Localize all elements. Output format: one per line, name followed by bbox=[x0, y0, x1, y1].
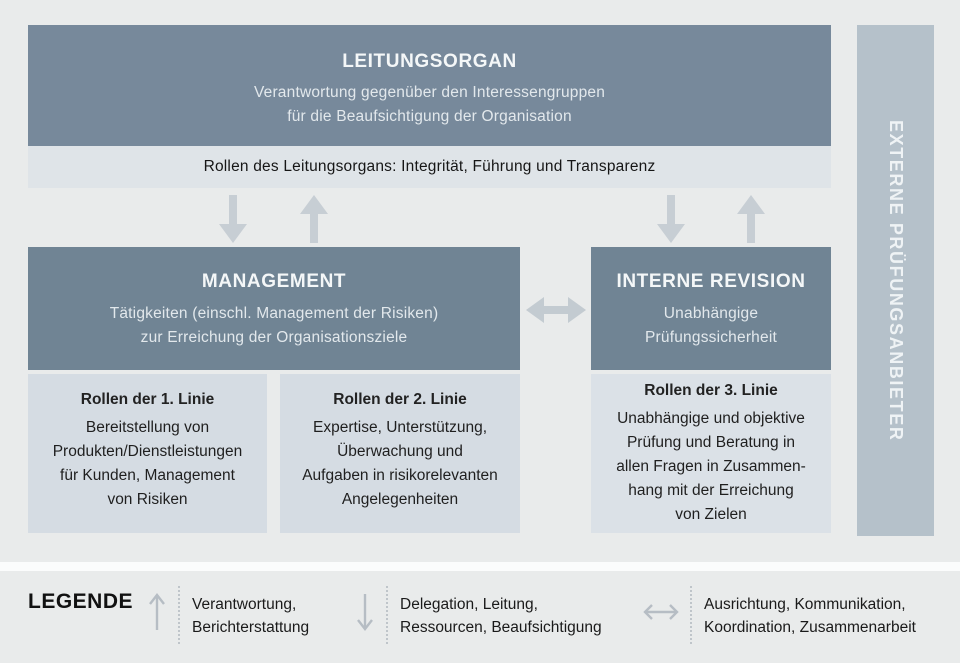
management-subtitle-line2: zur Erreichung der Organisationsziele bbox=[140, 329, 408, 346]
internal-audit-box bbox=[591, 247, 831, 370]
legend-item-3-line1: Ausrichtung, Kommunikation, bbox=[704, 596, 906, 613]
governing-body-title: LEITUNGSORGAN bbox=[342, 51, 517, 72]
legend-double-arrow-icon bbox=[643, 602, 679, 622]
second-line-body-line: Aufgaben in risikorelevanten bbox=[302, 467, 498, 484]
external-providers-bar bbox=[857, 25, 934, 536]
third-line-body-line: hang mit der Erreichung bbox=[628, 482, 794, 499]
legend-item-1 bbox=[192, 593, 309, 639]
double-arrow-icon bbox=[526, 296, 586, 324]
third-line-title: Rollen der 3. Linie bbox=[644, 382, 778, 399]
legend-item-1-line1: Verantwortung, bbox=[192, 596, 297, 613]
third-line-body-line: Prüfung und Beratung in bbox=[626, 434, 796, 451]
first-line-body bbox=[28, 416, 267, 512]
management-subtitle bbox=[28, 302, 520, 350]
governing-body-subtitle-line2: für die Beaufsichtigung der Organisation bbox=[287, 108, 572, 125]
second-line-title: Rollen der 2. Linie bbox=[333, 391, 467, 408]
third-line-body-line: von Zielen bbox=[675, 506, 747, 523]
legend-item-1-line2: Berichterstattung bbox=[192, 619, 310, 636]
legend-up-arrow-icon bbox=[148, 592, 166, 632]
legend-item-3 bbox=[704, 593, 916, 639]
governing-body-roles-text: Rollen des Leitungsorgans: Integrität, Führung und Transparenz bbox=[203, 158, 656, 175]
legend-item-2 bbox=[400, 593, 602, 639]
second-line-body bbox=[280, 416, 520, 512]
governing-body-subtitle bbox=[28, 81, 831, 129]
legend-item-3-line2: Koordination, Zusammenarbeit bbox=[704, 619, 916, 636]
management-box bbox=[28, 247, 520, 370]
first-line-body-line: Produkten/Dienstleistungen bbox=[52, 443, 243, 460]
management-title: MANAGEMENT bbox=[201, 271, 347, 292]
third-line-roles-box bbox=[591, 374, 831, 533]
internal-audit-subtitle bbox=[591, 302, 831, 350]
legend-separator bbox=[0, 562, 960, 571]
legend-divider bbox=[690, 586, 692, 644]
internal-audit-subtitle-line2: Prüfungssicherheit bbox=[645, 329, 777, 346]
first-line-body-line: Bereitstellung von bbox=[85, 419, 210, 436]
second-line-body-line: Überwachung und bbox=[337, 443, 463, 460]
second-line-body-line: Angelegenheiten bbox=[341, 491, 459, 508]
second-line-roles-box bbox=[280, 374, 520, 533]
legend-divider bbox=[178, 586, 180, 644]
up-arrow-icon bbox=[299, 195, 329, 243]
governing-body-roles-strip bbox=[28, 146, 831, 188]
governing-body-box bbox=[28, 25, 831, 146]
internal-audit-title: INTERNE REVISION bbox=[616, 271, 806, 292]
internal-audit-subtitle-line1: Unabhängige bbox=[663, 305, 759, 322]
third-line-body bbox=[591, 407, 831, 527]
legend-title: LEGENDE bbox=[28, 590, 134, 613]
up-arrow-icon bbox=[736, 195, 766, 243]
management-subtitle-line1: Tätigkeiten (einschl. Management der Risiken) bbox=[109, 305, 439, 322]
legend-item-2-line2: Ressourcen, Beaufsichtigung bbox=[400, 619, 602, 636]
first-line-body-line: für Kunden, Management bbox=[60, 467, 235, 484]
second-line-body-line: Expertise, Unterstützung, bbox=[312, 419, 488, 436]
third-line-body-line: allen Fragen in Zusammen- bbox=[616, 458, 806, 475]
first-line-roles-box bbox=[28, 374, 267, 533]
legend-down-arrow-icon bbox=[356, 592, 374, 632]
legend-item-2-line1: Delegation, Leitung, bbox=[400, 596, 538, 613]
third-line-body-line: Unabhängige und objektive bbox=[617, 410, 805, 427]
external-providers-label: EXTERNE PRÜFUNGSANBIETER bbox=[886, 119, 906, 442]
first-line-title: Rollen der 1. Linie bbox=[80, 391, 215, 408]
down-arrow-icon bbox=[656, 195, 686, 243]
down-arrow-icon bbox=[218, 195, 248, 243]
governing-body-subtitle-line1: Verantwortung gegenüber den Interessengruppen bbox=[253, 84, 606, 101]
first-line-body-line: von Risiken bbox=[107, 491, 188, 508]
legend-divider bbox=[386, 586, 388, 644]
